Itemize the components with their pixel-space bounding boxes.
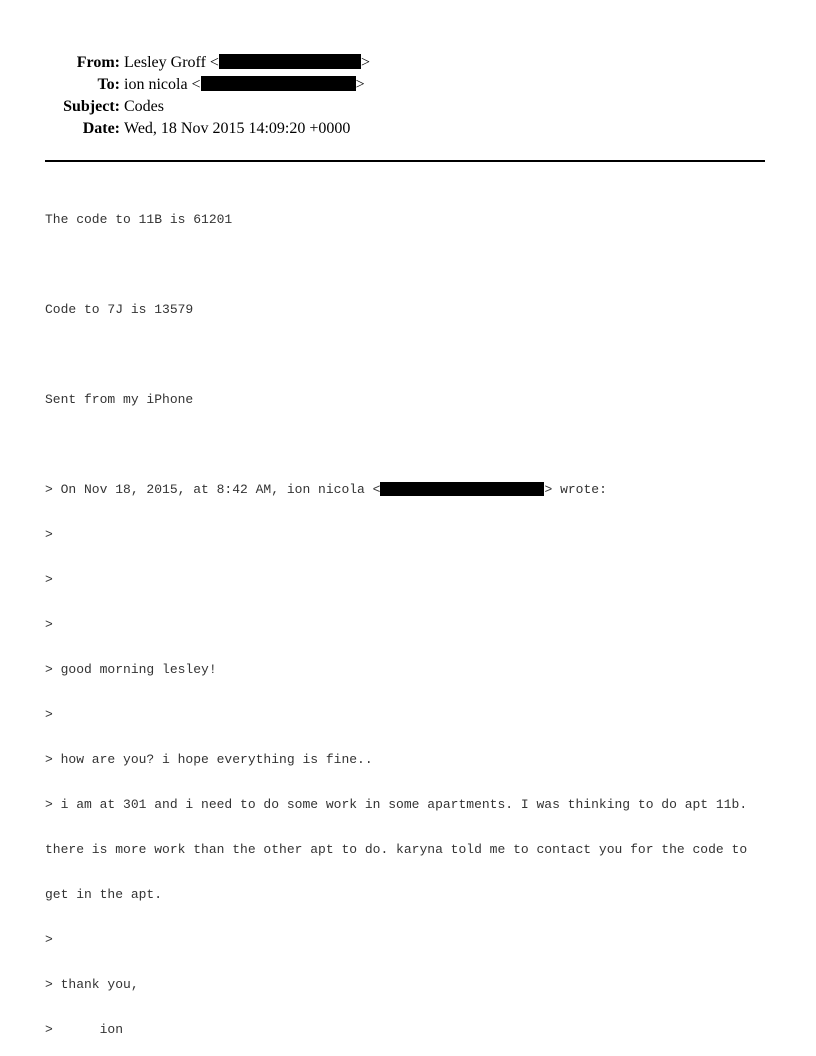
quoted-line: >	[45, 572, 53, 587]
quoted-line: >	[45, 617, 53, 632]
from-value	[124, 52, 370, 74]
to-row	[0, 74, 816, 96]
date-label: Date:	[82, 120, 120, 137]
quoted-line: > i am at 301 and i need to do some work in some apartments. I was thinking to do apt 11b.	[45, 797, 748, 812]
from-row	[0, 52, 816, 74]
from-name: Lesley Groff	[124, 54, 206, 71]
to-label: To:	[97, 76, 120, 93]
to-value	[124, 74, 365, 96]
from-email-redaction	[219, 54, 361, 69]
subject-row	[0, 96, 816, 118]
from-open-bracket: <	[209, 54, 219, 71]
quoted-email-redaction	[380, 482, 544, 496]
to-open-bracket: <	[191, 76, 201, 93]
quoted-line: there is more work than the other apt to do. karyna told me to contact you for the code to	[45, 842, 748, 857]
subject-label: Subject:	[63, 98, 120, 115]
body-line: Code to 7J is 13579	[45, 302, 194, 317]
email-header	[0, 52, 816, 140]
quote-intro-after: > wrote:	[544, 482, 607, 497]
signature-line: Sent from my iPhone	[45, 392, 194, 407]
body-line: The code to 11B is 61201	[45, 212, 233, 227]
to-name: ion nicola	[124, 76, 188, 93]
from-label: From:	[76, 54, 120, 71]
date-value: Wed, 18 Nov 2015 14:09:20 +0000	[124, 120, 351, 137]
quoted-line: > how are you? i hope everything is fine..	[45, 752, 373, 767]
quoted-line: > good morning lesley!	[45, 662, 217, 677]
email-body	[45, 182, 765, 1052]
quoted-line: >	[45, 707, 53, 722]
quoted-line: >	[45, 932, 53, 947]
blank-line	[45, 347, 765, 362]
to-email-redaction	[201, 76, 356, 91]
quoted-line: > ion	[45, 1022, 124, 1037]
to-close-bracket: >	[355, 76, 365, 93]
quoted-line: > thank you,	[45, 977, 139, 992]
quote-intro-line	[45, 482, 765, 497]
blank-line	[45, 257, 765, 272]
subject-value: Codes	[124, 98, 164, 115]
from-close-bracket: >	[360, 54, 370, 71]
header-divider	[45, 160, 765, 162]
date-row	[0, 118, 816, 140]
quoted-line: get in the apt.	[45, 887, 163, 902]
quoted-line: >	[45, 527, 53, 542]
quote-intro-before: > On Nov 18, 2015, at 8:42 AM, ion nicola <	[45, 482, 381, 497]
blank-line	[45, 437, 765, 452]
